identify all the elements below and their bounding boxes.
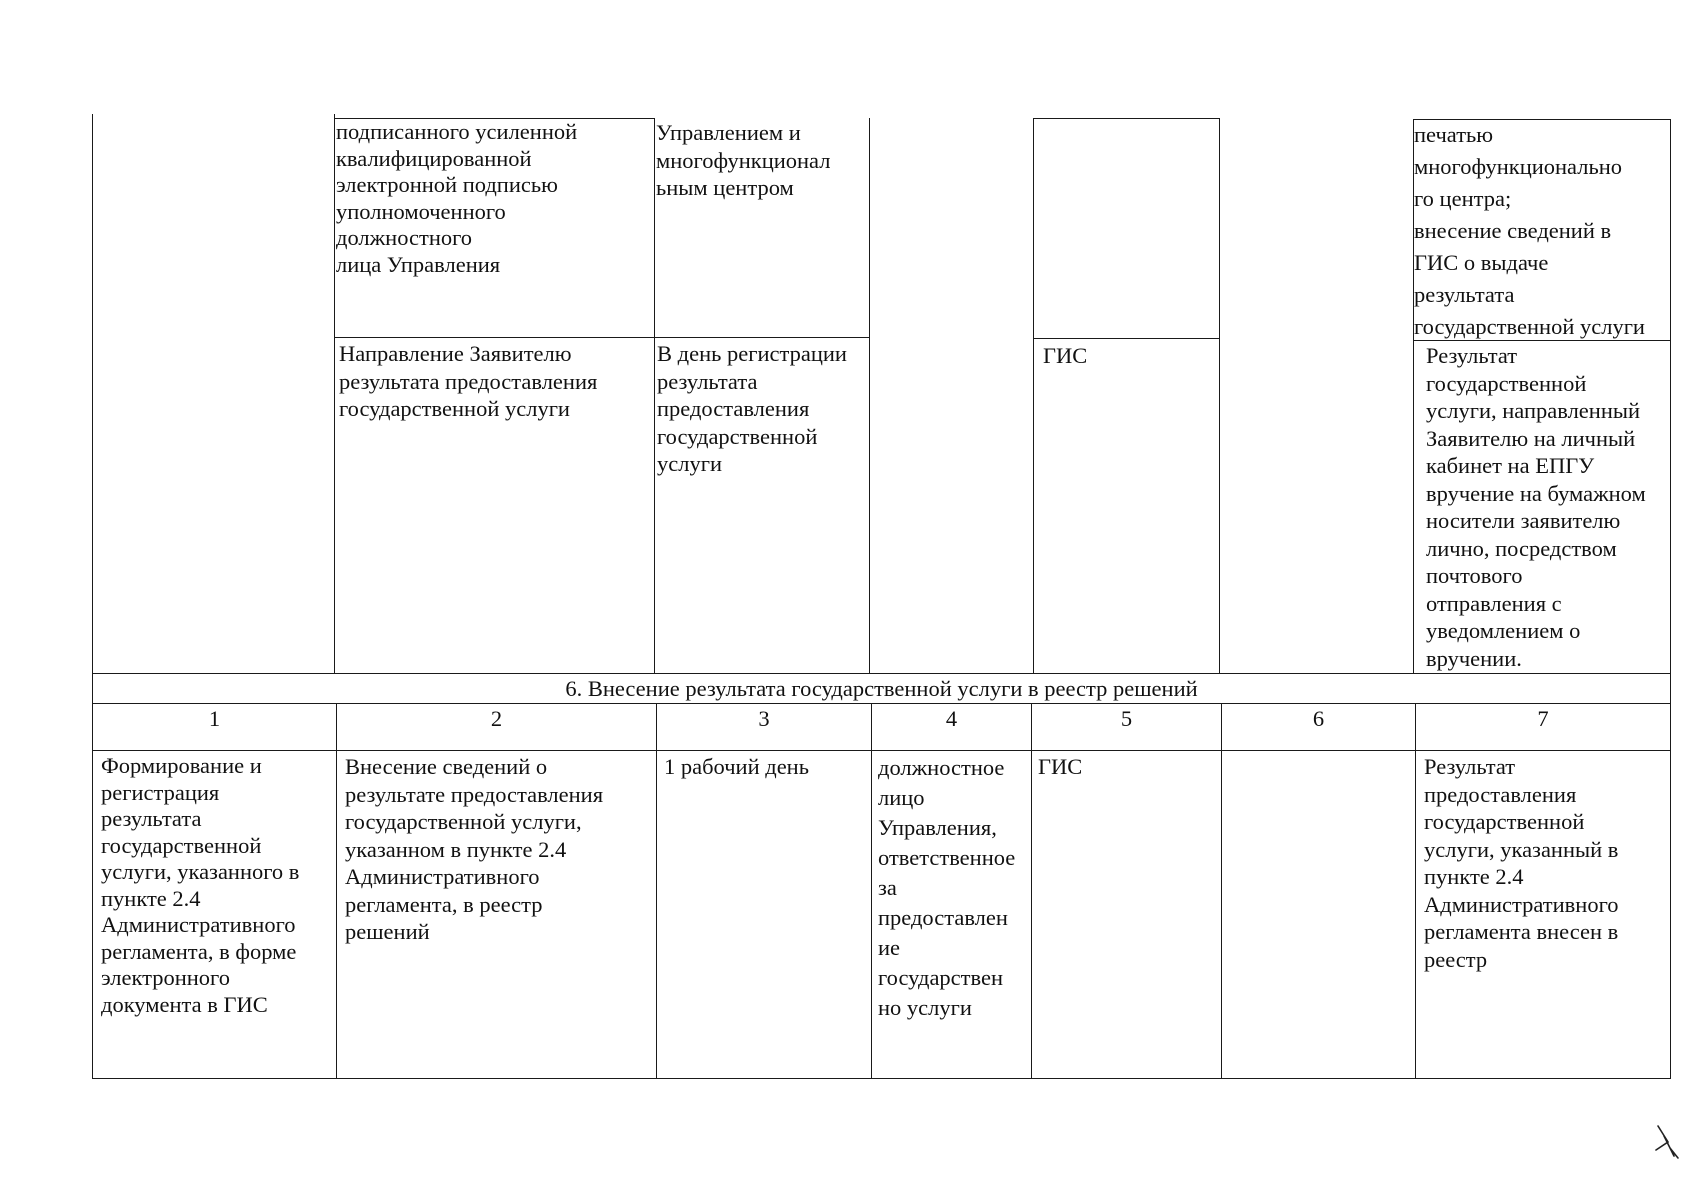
row-col3-text: 1 рабочий день bbox=[664, 754, 809, 779]
row2-col5-text: ГИС bbox=[1043, 343, 1088, 368]
table-rule bbox=[1670, 673, 1671, 1079]
table-rule bbox=[1031, 703, 1032, 1079]
table-rule bbox=[336, 703, 337, 1079]
table-rule bbox=[92, 114, 93, 674]
column-number: 4 bbox=[945, 706, 958, 731]
table-rule bbox=[92, 750, 1671, 751]
row2-col2-text: Направление Заявителю результата предоставления государственной услуги bbox=[339, 341, 598, 421]
table-rule bbox=[1033, 338, 1219, 339]
column-number: 2 bbox=[490, 706, 503, 731]
row-col5-text: ГИС bbox=[1038, 754, 1083, 779]
table-rule bbox=[92, 673, 93, 1079]
row-col1-text: Формирование и регистрация результата государственной услуги, указанного в пункте 2.4 Административного регламента, в форме электронного документа в ГИС bbox=[101, 753, 300, 1017]
table-rule bbox=[1033, 118, 1219, 119]
section-title: 6. Внесение результата государственной услуги в реестр решений bbox=[565, 676, 1198, 701]
row1-col2-text: подписанного усиленной квалифицированной электронной подписью уполномоченного должностного лица Управления bbox=[336, 119, 578, 277]
row2-col7-text: Результат государственной услуги, направленный Заявителю на личный кабинет на ЕПГУ вручение на бумажном носители заявителю лично, посредством почтового отправления с уведомлением о вручении. bbox=[1426, 343, 1646, 671]
table-rule bbox=[1033, 118, 1034, 674]
handwritten-mark bbox=[1652, 1122, 1680, 1162]
column-number: 6 bbox=[1312, 706, 1325, 731]
table-rule bbox=[869, 118, 870, 674]
column-number: 1 bbox=[208, 706, 221, 731]
row-col7-text: Результат предоставления государственной услуги, указанный в пункте 2.4 Административного регламента внесен в реестр bbox=[1424, 754, 1619, 972]
row1-col3-text: Управлением и многофункционал ьным центром bbox=[656, 120, 831, 200]
column-number: 7 bbox=[1537, 706, 1549, 731]
table-rule bbox=[1415, 703, 1416, 1079]
column-number: 3 bbox=[758, 706, 770, 731]
row1-col7-text: печатью многофункционально го центра; внесение сведений в ГИС о выдаче результата государственной услуги bbox=[1414, 122, 1645, 339]
row-col4-text: должностное лицо Управления, ответственное за предоставлен ие государствен но услуги bbox=[878, 755, 1016, 1020]
table-rule bbox=[871, 703, 872, 1079]
table-rule bbox=[334, 337, 869, 338]
table-rule bbox=[1670, 119, 1671, 674]
table-rule bbox=[92, 1078, 1671, 1079]
row2-col3-text: В день регистрации результата предоставления государственной услуги bbox=[657, 341, 847, 476]
table-rule bbox=[1219, 118, 1220, 674]
table-rule bbox=[656, 703, 657, 1079]
table-rule bbox=[1221, 703, 1222, 1079]
column-number: 5 bbox=[1120, 706, 1133, 731]
row-col2-text: Внесение сведений о результате предоставления государственной услуги, указанном в пункте 2.4 Административного регламента, в реестр решений bbox=[345, 754, 604, 944]
